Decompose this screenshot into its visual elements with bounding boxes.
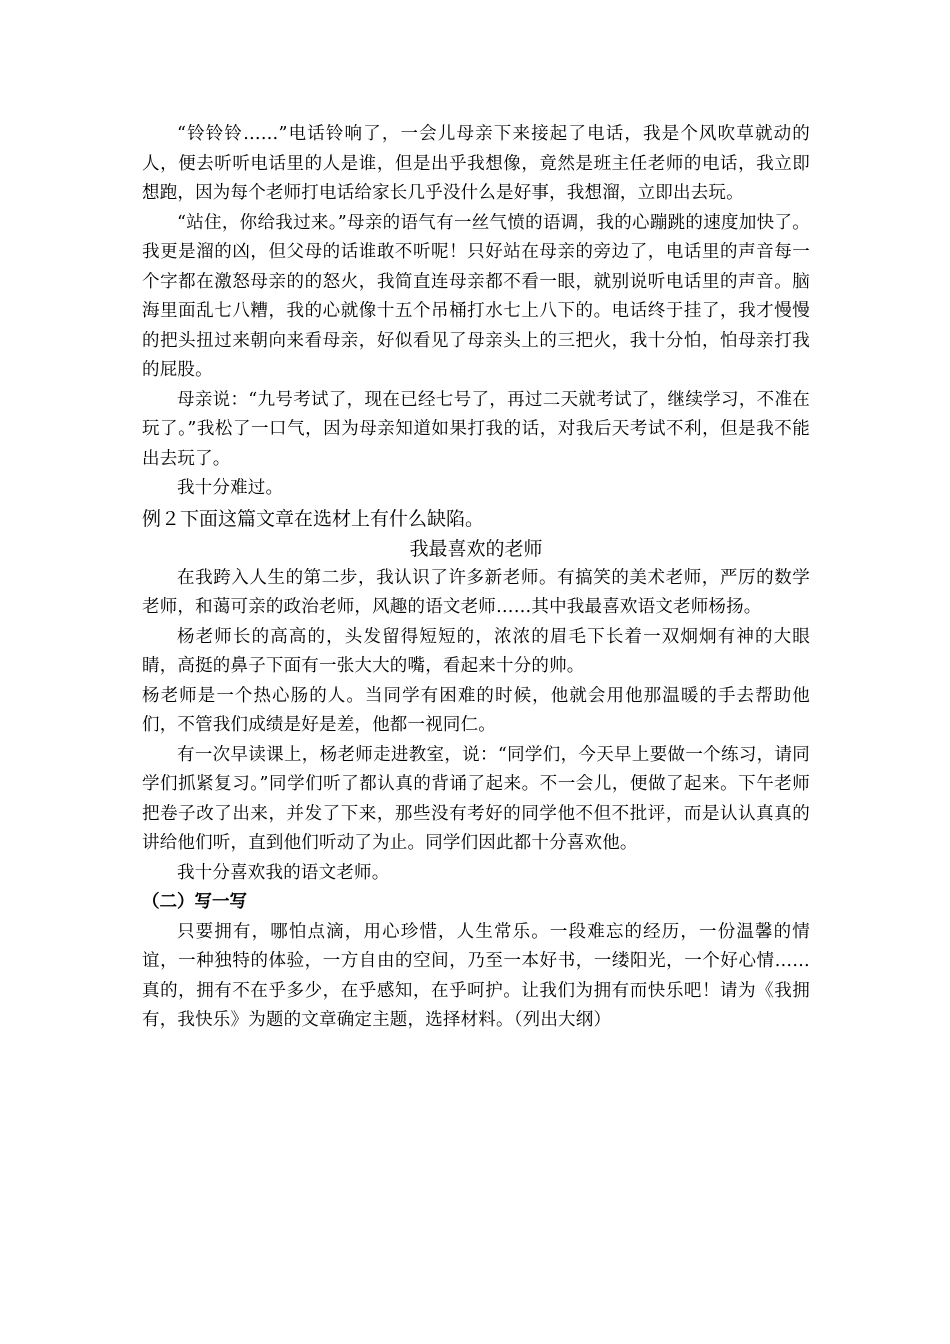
story-paragraph: 母亲说：“九号考试了，现在已经七号了，再过二天就考试了，继续学习，不准在玩了。”我松了一口气，因为母亲知道如果打我的话，对我后天考试不利，但是我不能出去玩了。 <box>142 389 810 469</box>
essay-paragraph: 有一次早读课上，杨老师走进教室，说：“同学们，今天早上要做一个练习，请同学们抓紧复习。”同学们听了都认真的背诵了起来。不一会儿，便做了起来。下午老师把卷子改了出来，并发了下来，那些没有考好的同学他不但不批评，而是认认真真的讲给他们听，直到他们听动了为止。同学们因此都十分喜欢他。 <box>142 744 810 853</box>
writing-prompt: 只要拥有，哪怕点滴，用心珍惜，人生常乐。一段难忘的经历，一份温馨的情谊，一种独特的体验，一方自由的空间，乃至一本好书，一缕阳光，一个好心情……真的，拥有不在乎多少，在乎感知，在乎呵护。让我们为拥有而快乐吧！请为《我拥有，我快乐》为题的文章确定主题，选择材料。（列出大纲） <box>142 921 810 1030</box>
section-write <box>142 888 810 1036</box>
essay-paragraph: 我十分喜欢我的语文老师。 <box>177 862 390 883</box>
example-2 <box>142 504 810 889</box>
section-heading: （二）写一写 <box>142 892 247 912</box>
document-page <box>142 120 810 1036</box>
essay-paragraph: 杨老师长的高高的，头发留得短短的，浓浓的眉毛下长着一双炯炯有神的大眼睛，高挺的鼻子下面有一张大大的嘴，看起来十分的帅。 <box>142 626 810 676</box>
story-paragraph: “铃铃铃……”电话铃响了，一会儿母亲下来接起了电话，我是个风吹草就动的人，便去听听电话里的人是谁，但是出乎我想像，竟然是班主任老师的电话，我立即想跑，因为每个老师打电话给家长几乎没什么是好事，我想溜，立即出去玩。 <box>142 124 810 203</box>
story-paragraph: 我十分难过。 <box>177 478 284 498</box>
essay-paragraph: 在我跨入人生的第二步，我认识了许多新老师。有搞笑的美术老师，严厉的数学老师，和蔼可亲的政治老师，风趣的语文老师……其中我最喜欢语文老师杨扬。 <box>142 567 810 617</box>
essay-paragraph: 杨老师是一个热心肠的人。当同学有困难的时候，他就会用他那温暖的手去帮助他们，不管我们成绩是好是差，他都一视同仁。 <box>142 685 810 735</box>
essay-title: 我最喜欢的老师 <box>409 537 543 560</box>
story-paragraph: “站住，你给我过来。”母亲的语气有一丝气愤的语调，我的心蹦跳的速度加快了。我更是溜的凶，但父母的话谁敢不听呢！只好站在母亲的旁边了，电话里的声音每一个字都在激怒母亲的的怒火，我简直连母亲都不看一眼，就别说听电话里的声音。脑海里面乱七八糟，我的心就像十五个吊桶打水七上八下的。电话终于挂了，我才慢慢的把头扭过来朝向来看母亲，好似看见了母亲头上的三把火，我十分怕，怕母亲打我的屁股。 <box>142 212 810 380</box>
example-2-heading: 例２下面这篇文章在选材上有什么缺陷。 <box>142 507 485 530</box>
story-excerpt <box>142 120 810 504</box>
